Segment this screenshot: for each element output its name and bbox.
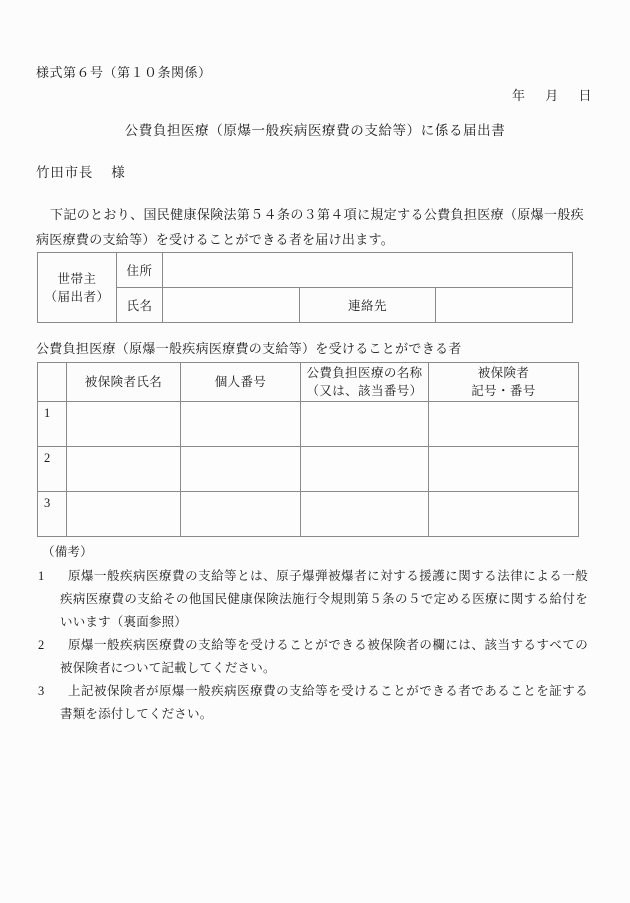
date-entry-line (512, 85, 592, 104)
column-header-public-med-name (301, 363, 429, 402)
note-marker-1: 1 (38, 569, 45, 583)
column-header-insured-symbol (429, 363, 579, 402)
month-label: 月 (545, 88, 559, 103)
column-header-my-number (181, 363, 301, 402)
addressee-line (36, 161, 126, 181)
form-number: 様式第６号（第１０条関係） (36, 65, 212, 80)
contact-input-cell[interactable] (436, 288, 573, 323)
table-row (38, 447, 579, 492)
addressee-name: 竹田市長 (36, 165, 94, 180)
column-header-number (38, 363, 67, 402)
cell-insured-symbol-1[interactable] (429, 402, 579, 447)
notes-section (36, 541, 588, 726)
householder-header-cell (38, 253, 117, 323)
day-label: 日 (578, 88, 592, 103)
contact-label-cell: 連絡先 (299, 288, 436, 323)
note-text-2: 原爆一般疾病医療費の支給等を受けることができる被保険者の欄には、該当するすべての被保険者について記載してください。 (60, 638, 588, 675)
note-item-2 (36, 634, 588, 680)
note-item-1 (36, 565, 588, 634)
address-input-cell[interactable] (163, 253, 573, 288)
householder-header-sub: （届出者） (44, 289, 110, 304)
cell-public-med-3[interactable] (301, 492, 429, 537)
householder-table (37, 252, 573, 323)
intro-paragraph: 下記のとおり、国民健康保険法第５４条の３第４項に規定する公費負担医療（原爆一般疾病医療費の支給等）を受けることができる者を届け出ます。 (36, 207, 584, 247)
cell-my-number-2[interactable] (181, 447, 301, 492)
name-input-cell[interactable] (163, 288, 300, 323)
table-row (38, 492, 579, 537)
cell-my-number-1[interactable] (181, 402, 301, 447)
addressee-honorific: 様 (111, 165, 126, 180)
note-marker-2: 2 (38, 638, 45, 652)
year-label: 年 (511, 88, 526, 103)
cell-my-number-3[interactable] (181, 492, 301, 537)
name-label-cell: 氏名 (117, 288, 163, 323)
note-text-1: 原爆一般疾病医療費の支給等とは、原子爆弾被爆者に対する援護に関する法律による一般疾病医療費の支給その他国民健康保険法施行令規則第５条の５で定める医療に関する給付をいいます（裏面参照） (60, 569, 588, 629)
notes-heading: （備考） (42, 545, 93, 559)
column-header-public-med-name-sub: （又は、該当番号） (306, 384, 423, 398)
cell-public-med-2[interactable] (301, 447, 429, 492)
note-item-3 (36, 680, 588, 726)
table-row (38, 402, 579, 447)
cell-insured-name-2[interactable] (67, 447, 181, 492)
table-row (38, 253, 573, 288)
table-header-row (38, 363, 579, 402)
row-number-2: 2 (38, 447, 67, 492)
column-header-public-med-name-label: 公費負担医療の名称 (306, 366, 423, 380)
row-number-3: 3 (38, 492, 67, 537)
column-header-my-number-label: 個人番号 (214, 375, 267, 389)
insured-persons-table (37, 362, 579, 537)
cell-public-med-1[interactable] (301, 402, 429, 447)
table-row (38, 288, 573, 323)
note-marker-3: 3 (38, 684, 45, 698)
column-header-insured-name-label: 被保険者氏名 (84, 375, 163, 389)
insured-section-title: 公費負担医療（原爆一般疾病医療費の支給等）を受けることができる者 (36, 341, 462, 356)
column-header-insured-symbol-label: 被保険者 (477, 366, 530, 380)
cell-insured-name-3[interactable] (67, 492, 181, 537)
householder-header-main: 世帯主 (57, 271, 97, 286)
column-header-insured-name (67, 363, 181, 402)
page-title: 公費負担医療（原爆一般疾病医療費の支給等）に係る届出書 (124, 123, 506, 138)
address-label-cell: 住所 (117, 253, 163, 288)
cell-insured-name-1[interactable] (67, 402, 181, 447)
column-header-insured-symbol-sub: 記号・番号 (471, 384, 536, 398)
cell-insured-symbol-3[interactable] (429, 492, 579, 537)
note-text-3: 上記被保険者が原爆一般疾病医療費の支給等を受けることができる者であることを証する書類を添付してください。 (60, 684, 588, 721)
row-number-1: 1 (38, 402, 67, 447)
cell-insured-symbol-2[interactable] (429, 447, 579, 492)
